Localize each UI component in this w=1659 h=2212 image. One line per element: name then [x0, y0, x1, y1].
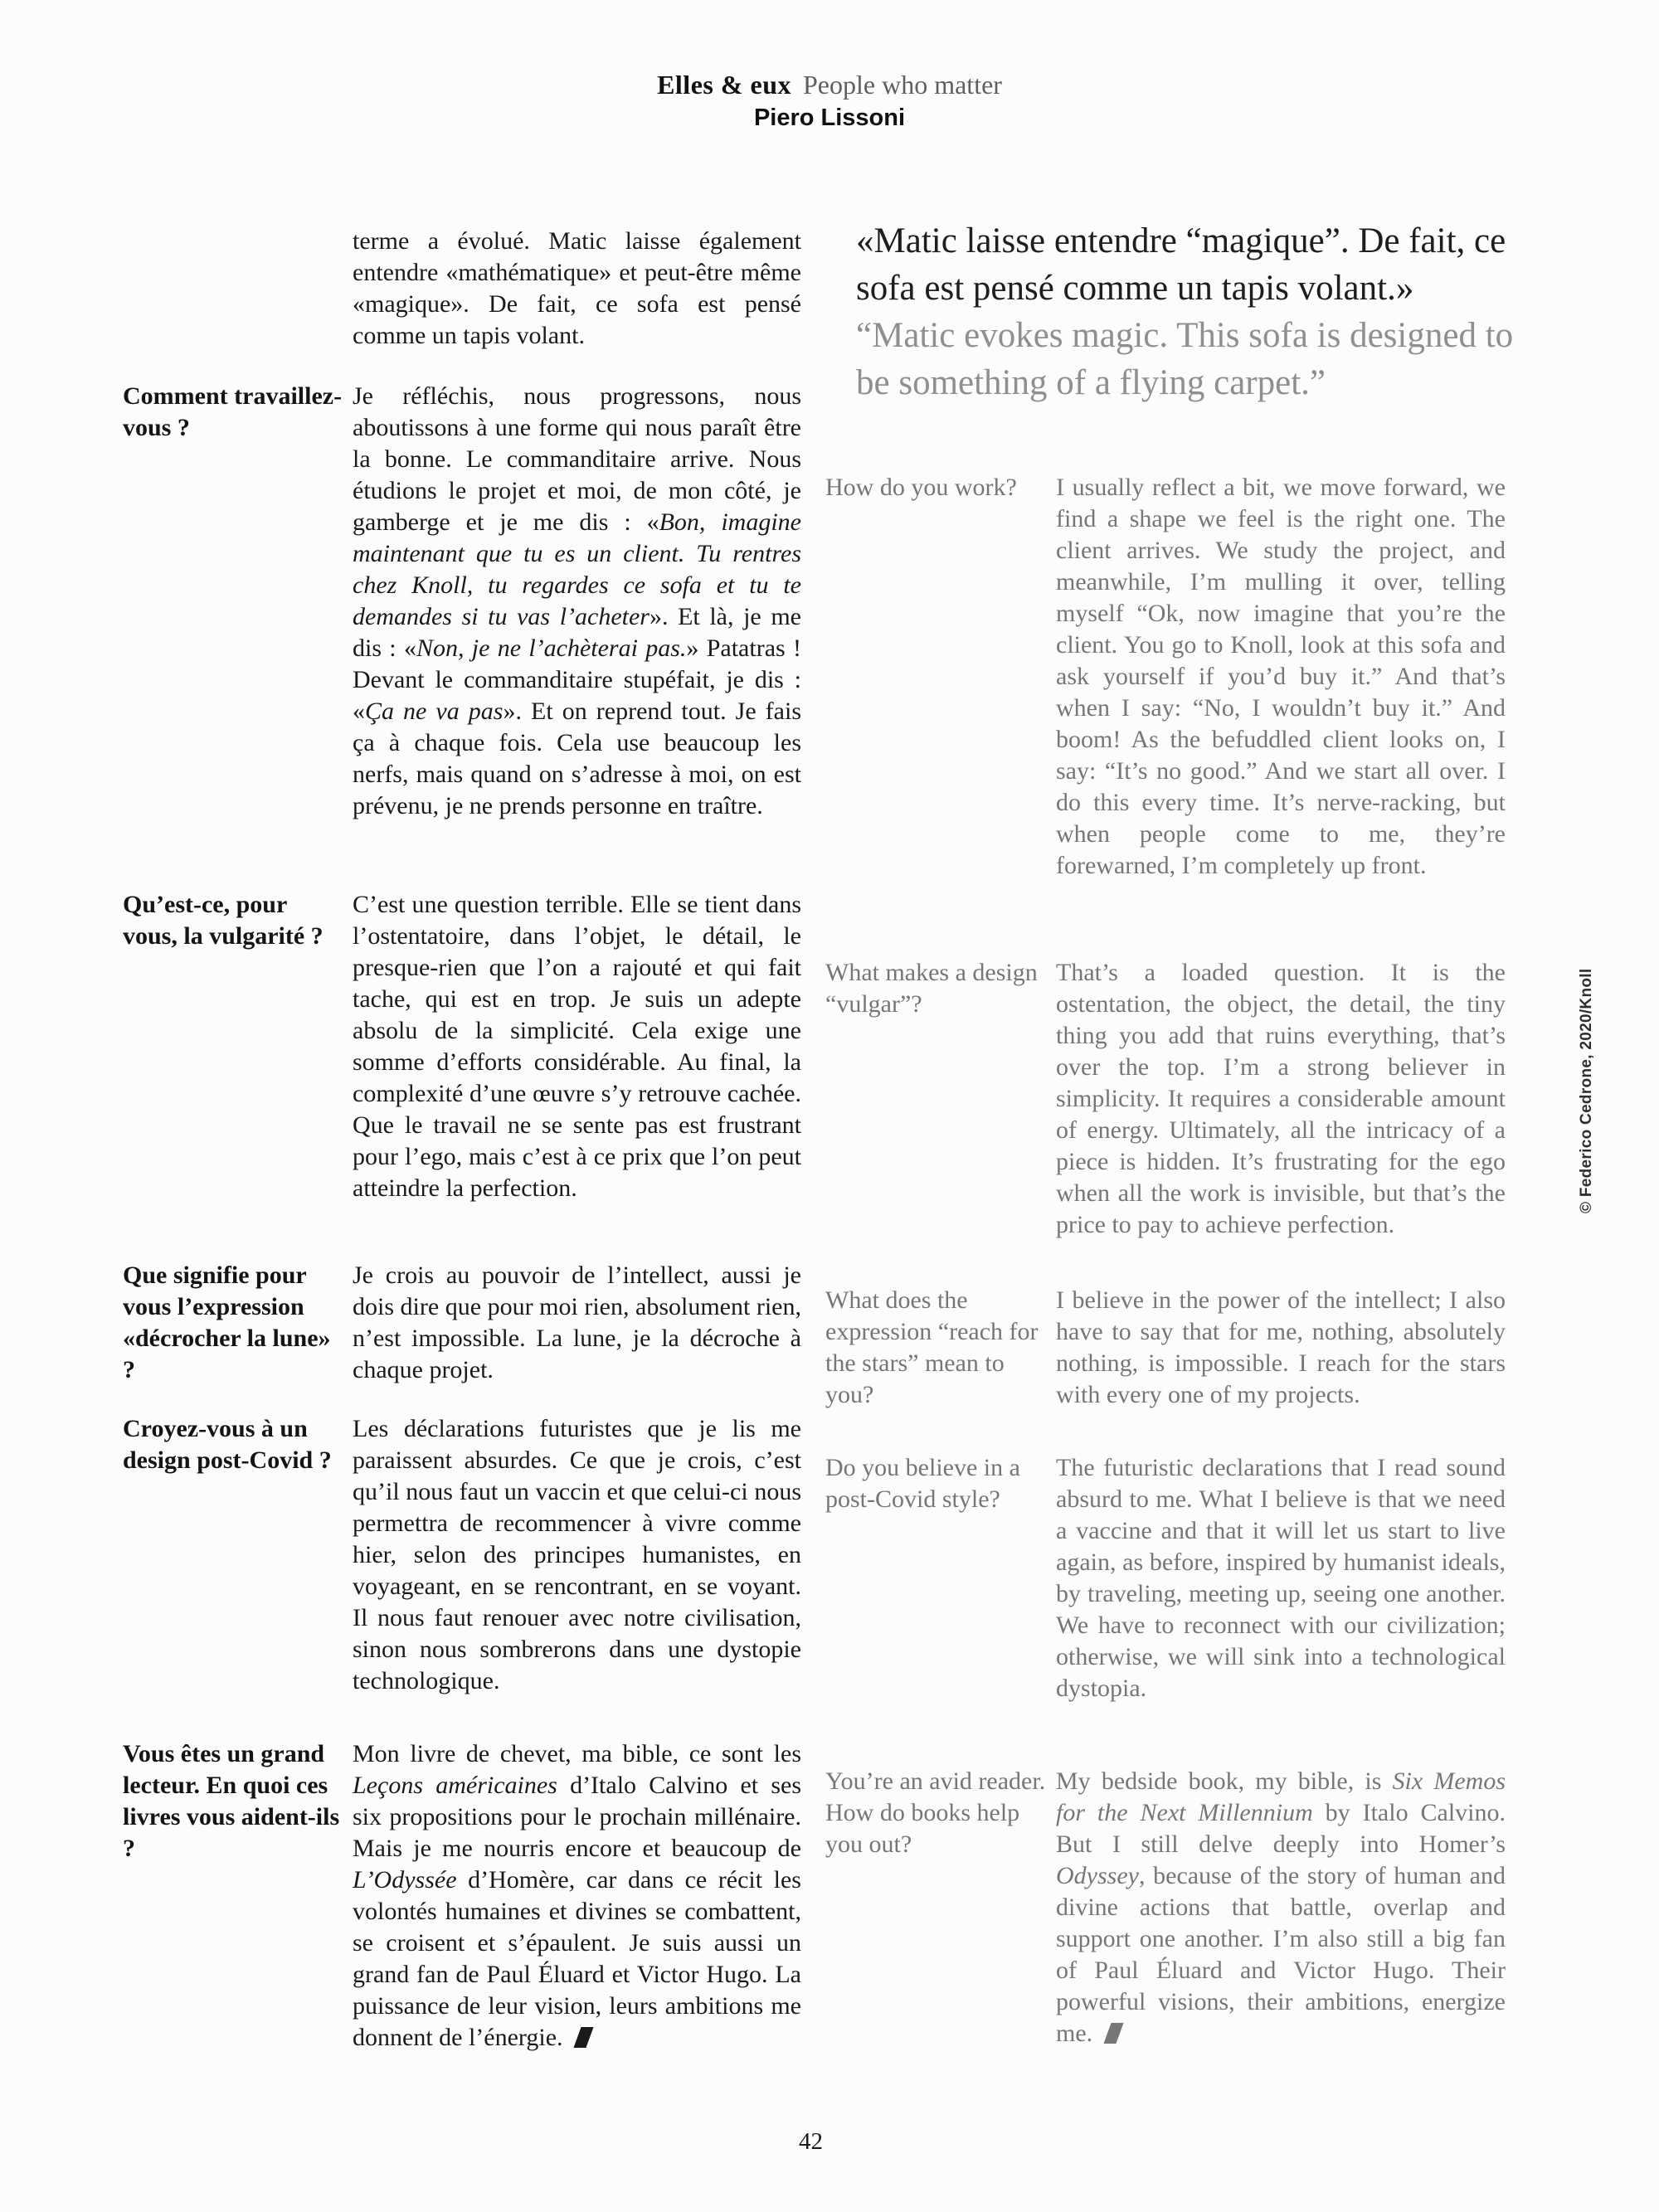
english-question-books: You’re an avid reader. How do books help you out? — [825, 1767, 1046, 1858]
french-question-post-covid: Croyez-vous à un design post-Covid ? — [123, 1415, 332, 1474]
french-answer-vulgarity: C’est une question terrible. Elle se tient dans l’ostentatoire, dans l’objet, le détail, le presque-rien que l’on a rajouté et qui fait tache, qui est en trop. Je suis un adepte absolu de la simplicité. Cela exige une somme d’efforts considérable. Au final, la complexité d’une œuvre s’y retrouve cachée. Que le travail ne se sente pas est frustrant pour l’ego, mais c’est à ce prix que l’on peut atteindre la perfection. — [353, 891, 801, 1202]
english-answer-vulgarity: That’s a loaded question. It is the ostentation, the object, the detail, the tiny thing you add that ruins everything, that’s over the top. I’m a strong believer in simplicity. It requires a considerable amount of energy. Ultimately, all the intricacy of a piece is hidden. It’s frustrating for the ego when all the work is invisible, but that’s the price to pay to achieve perfection. — [1056, 959, 1506, 1238]
english-question-stars: What does the expression “reach for the stars” mean to you? — [825, 1286, 1039, 1408]
question-label-spacer — [123, 226, 353, 352]
french-qa-books — [123, 1738, 801, 2054]
french-question-books: Vous êtes un grand lecteur. En quoi ces livres vous aident-ils ? — [123, 1740, 340, 1862]
french-question-moon: Que signifie pour vous l’expression «décrocher la lune» ? — [123, 1262, 331, 1383]
french-answer-how-do-you-work: Je réfléchis, nous progressons, nous aboutissons à une forme qui nous paraît être la bonne. Le commanditaire arrive. Nous étudions le projet et moi, de mon côté, je gamberge et je me dis : «Bon, imagine maintenant que tu es un client. Tu rentres chez Knoll, tu regardes ce sofa et tu te demandes si tu vas l’acheter». Et là, je me dis : «Non, je ne l’achèterai pas.» Patatras ! Devant le commanditaire stupéfait, je dis : «Ça ne va pas». Et on reprend tout. Je fais ça à chaque fois. Cela use beaucoup les nerfs, mais quand on s’adresse à moi, on est prévenu, je ne prends personne en traître. — [353, 382, 801, 819]
french-question-vulgarity: Qu’est-ce, pour vous, la vulgarité ? — [123, 891, 324, 950]
french-intro-paragraph: terme a évolué. Matic laisse également entendre «mathématique» et peut-être même «magique». De fait, ce sofa est pensé comme un tapis volant. — [353, 227, 801, 349]
french-answer-books: Mon livre de chevet, ma bible, ce sont les Leçons américaines d’Italo Calvino et ses six propositions pour le prochain millénaire. Mais je me nourris encore et beaucoup de L’Odyssée d’Homère, car dans ce récit les volontés humaines et divines se combattent, se croisent et s’épaulent. Je suis aussi un grand fan de Paul Éluard et Victor Hugo. La puissance de leur vision, leurs ambitions me donnent de l’énergie. — [353, 1740, 801, 2051]
french-intro-row — [123, 226, 801, 352]
english-question-vulgarity: What makes a design “vulgar”? — [825, 959, 1038, 1018]
pull-quote-french: «Matic laisse entendre “magique”. De fait, ce sofa est pensé comme un tapis volant.» — [856, 221, 1506, 308]
french-answer-moon: Je crois au pouvoir de l’intellect, aussi je dois dire que pour moi rien, absolument rien, n’est impossible. La lune, je la décroche à chaque projet. — [353, 1262, 801, 1383]
english-qa-stars — [825, 1285, 1506, 1411]
french-answer-post-covid: Les déclarations futuristes que je lis me paraissent absurdes. Ce que je crois, c’est qu’il nous faut un vaccin et que celui-ci nous permettra de recommencer à vivre comme hier, selon des principes humanistes, en voyageant, en se rencontrant, en se voyant. Il nous faut renouer avec notre civilisation, sinon nous sombrerons dans une dystopie technologique. — [353, 1415, 801, 1694]
french-question-how-do-you-work: Comment travaillez-vous ? — [123, 382, 343, 441]
french-qa-moon — [123, 1260, 801, 1386]
english-answer-stars: I believe in the power of the intellect; I also have to say that for me, nothing, absolutely nothing, is impossible. I reach for the stars with every one of my projects. — [1056, 1286, 1506, 1408]
french-qa-work — [123, 381, 801, 822]
english-qa-work — [825, 472, 1506, 882]
end-mark — [573, 2027, 593, 2048]
english-question-post-covid: Do you believe in a post-Covid style? — [825, 1454, 1020, 1513]
english-question-how-do-you-work: How do you work? — [825, 474, 1017, 501]
french-qa-vulgarity — [123, 889, 801, 1204]
english-answer-how-do-you-work: I usually reflect a bit, we move forward, we find a shape we feel is the right one. The client arrives. We study the project, and meanwhile, I’m mulling it over, telling myself “Ok, now imagine that you’re the client. You go to Knoll, look at this sofa and ask yourself if you’d buy it.” And that’s when I say: “No, I wouldn’t buy it.” And boom! As the befuddled client looks on, I say: “It’s no good.” And we start all over. I do this every time. It’s nerve-racking, but when people come to me, they’re forewarned, I’m completely up front. — [1056, 474, 1506, 879]
interviewee-name: Piero Lissoni — [753, 105, 906, 131]
section-title: Elles & eux — [657, 70, 791, 100]
english-answer-books: My bedside book, my bible, is Six Memos for the Next Millennium by Italo Calvino. But I still delve deeply into Homer’s Odyssey, because of the story of human and divine actions that battle, overlap and support one another. I’m also still a big fan of Paul Éluard and Victor Hugo. Their powerful visions, their ambitions, energize me. — [1056, 1767, 1506, 2047]
photo-credit: © Federico Cedrone, 2020/Knoll — [1578, 968, 1595, 1213]
end-mark — [1103, 2023, 1123, 2044]
english-answer-post-covid: The futuristic declarations that I read sound absurd to me. What I believe is that we need a vaccine and that it will let us start to live again, as before, inspired by humanist ideals, by traveling, meeting up, seeing one another. We have to reconnect with our civilization; otherwise, we will sink into a technological dystopia. — [1056, 1454, 1506, 1702]
page-number: 42 — [799, 2128, 823, 2155]
page-header — [0, 70, 1659, 132]
english-qa-vulgarity — [825, 957, 1506, 1241]
pull-quote-english: “Matic evokes magic. This sofa is designed to be something of a flying carpet.” — [856, 316, 1514, 402]
section-tagline: People who matter — [803, 70, 1002, 100]
french-qa-post-covid — [123, 1413, 801, 1697]
english-qa-post-covid — [825, 1452, 1506, 1704]
english-qa-books — [825, 1766, 1506, 2049]
pull-quote — [856, 217, 1553, 406]
section-header-line — [0, 70, 1659, 100]
